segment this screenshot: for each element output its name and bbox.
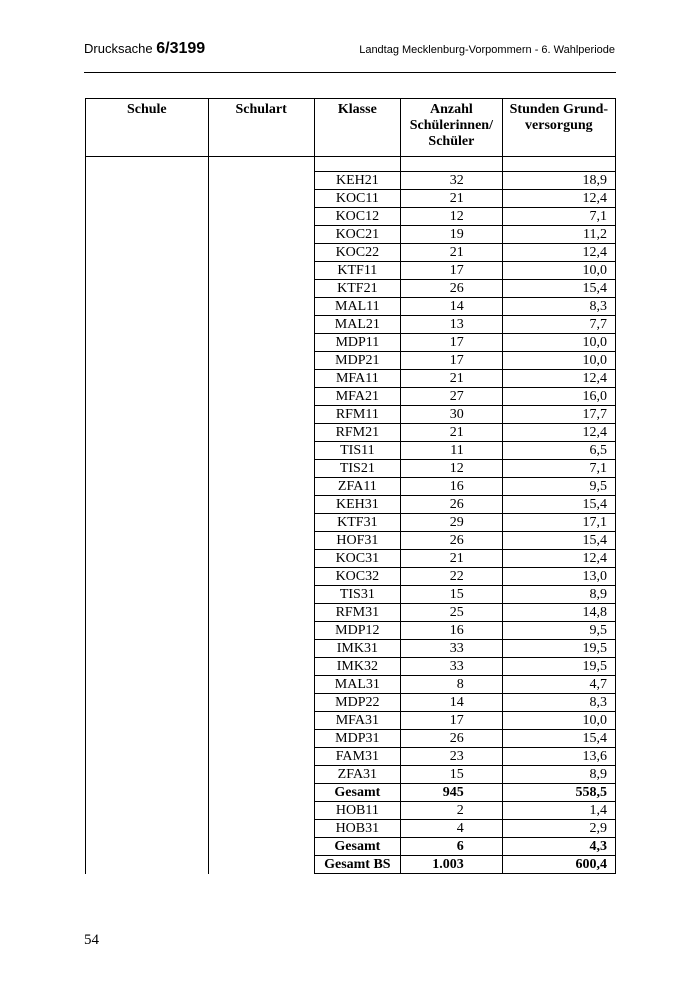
schulart-cell [208, 226, 314, 244]
anzahl-cell: 6 [401, 838, 503, 856]
anzahl-cell: 21 [401, 550, 503, 568]
schulart-cell [208, 172, 314, 190]
schulart-cell [208, 622, 314, 640]
schulart-cell [208, 370, 314, 388]
schule-cell [86, 226, 209, 244]
table-row [86, 226, 616, 244]
schule-cell [86, 766, 209, 784]
anzahl-cell: 8 [401, 676, 503, 694]
schulart-cell [208, 838, 314, 856]
anzahl-cell: 26 [401, 532, 503, 550]
table-row [86, 694, 616, 712]
schulart-cell [208, 316, 314, 334]
table-row [86, 748, 616, 766]
schule-cell [86, 784, 209, 802]
klasse-cell: Gesamt [314, 838, 400, 856]
klasse-cell: KOC21 [314, 226, 400, 244]
anzahl-cell: 23 [401, 748, 503, 766]
schulart-cell [208, 676, 314, 694]
stunden-cell: 8,9 [502, 766, 615, 784]
klasse-cell: MFA21 [314, 388, 400, 406]
stunden-cell: 4,3 [502, 838, 615, 856]
column-header-anzahl: Anzahl Schülerinnen/ Schüler [401, 99, 503, 157]
klasse-cell: MFA11 [314, 370, 400, 388]
schule-cell [86, 802, 209, 820]
klasse-cell: HOB11 [314, 802, 400, 820]
schule-cell [86, 388, 209, 406]
schule-cell [86, 694, 209, 712]
klasse-cell: Gesamt [314, 784, 400, 802]
anzahl-cell: 15 [401, 586, 503, 604]
table-row [86, 388, 616, 406]
klasse-cell: KTF11 [314, 262, 400, 280]
schule-cell [86, 334, 209, 352]
schulart-cell [208, 406, 314, 424]
table-body [86, 157, 616, 874]
table-row [86, 820, 616, 838]
anzahl-cell: 21 [401, 370, 503, 388]
table-row [86, 586, 616, 604]
anzahl-cell: 2 [401, 802, 503, 820]
table-row [86, 658, 616, 676]
table-row [86, 838, 616, 856]
schule-cell [86, 190, 209, 208]
table-row [86, 622, 616, 640]
anzahl-cell: 32 [401, 172, 503, 190]
klasse-cell: KOC32 [314, 568, 400, 586]
schule-cell [86, 640, 209, 658]
stunden-cell: 16,0 [502, 388, 615, 406]
anzahl-cell: 21 [401, 244, 503, 262]
table-row [86, 280, 616, 298]
stunden-cell: 15,4 [502, 730, 615, 748]
table-row [86, 334, 616, 352]
schulart-cell [208, 586, 314, 604]
stunden-cell: 9,5 [502, 478, 615, 496]
schule-cell [86, 856, 209, 874]
column-header-schulart: Schulart [208, 99, 314, 157]
stunden-cell: 12,4 [502, 424, 615, 442]
schulart-cell [208, 802, 314, 820]
table-row [86, 766, 616, 784]
header-divider [84, 72, 616, 73]
table-row [86, 496, 616, 514]
schule-cell [86, 514, 209, 532]
stunden-cell: 10,0 [502, 712, 615, 730]
schule-cell [86, 568, 209, 586]
stunden-cell: 600,4 [502, 856, 615, 874]
stunden-cell: 19,5 [502, 658, 615, 676]
schulart-cell [208, 298, 314, 316]
column-header-schule: Schule [86, 99, 209, 157]
stunden-cell: 12,4 [502, 190, 615, 208]
schule-cell [86, 244, 209, 262]
klasse-cell: MDP21 [314, 352, 400, 370]
table-row [86, 856, 616, 874]
table-row [86, 604, 616, 622]
klasse-cell: KOC22 [314, 244, 400, 262]
schulart-cell [208, 820, 314, 838]
schulart-cell [208, 280, 314, 298]
column-header-klasse: Klasse [314, 99, 400, 157]
schule-cell [86, 370, 209, 388]
stunden-cell: 18,9 [502, 172, 615, 190]
stunden-cell: 17,7 [502, 406, 615, 424]
anzahl-cell: 14 [401, 298, 503, 316]
stunden-cell: 13,6 [502, 748, 615, 766]
klasse-cell: RFM11 [314, 406, 400, 424]
klasse-cell: RFM31 [314, 604, 400, 622]
klasse-cell: KOC12 [314, 208, 400, 226]
stunden-cell: 10,0 [502, 334, 615, 352]
column-header-stunden: Stunden Grund-versorgung [502, 99, 615, 157]
table-row [86, 712, 616, 730]
schule-cell [86, 532, 209, 550]
stunden-cell: 14,8 [502, 604, 615, 622]
schulart-cell [208, 460, 314, 478]
stunden-cell: 1,4 [502, 802, 615, 820]
schulart-cell [208, 262, 314, 280]
table-row [86, 208, 616, 226]
table-row [86, 550, 616, 568]
schulart-cell [208, 658, 314, 676]
klasse-cell: MFA31 [314, 712, 400, 730]
schulart-cell [208, 568, 314, 586]
anzahl-cell: 19 [401, 226, 503, 244]
schulart-cell [208, 550, 314, 568]
table-row [86, 424, 616, 442]
table-row [86, 784, 616, 802]
anzahl-cell: 25 [401, 604, 503, 622]
anzahl-cell: 26 [401, 730, 503, 748]
stunden-cell: 7,7 [502, 316, 615, 334]
klasse-cell: ZFA31 [314, 766, 400, 784]
anzahl-cell: 26 [401, 280, 503, 298]
table-row [86, 406, 616, 424]
schule-cell [86, 406, 209, 424]
schulart-cell [208, 352, 314, 370]
schule-cell [86, 460, 209, 478]
schule-cell [86, 838, 209, 856]
anzahl-cell: 17 [401, 352, 503, 370]
table-row [86, 370, 616, 388]
stunden-cell: 15,4 [502, 280, 615, 298]
document-number-label: Drucksache [84, 41, 153, 56]
schulart-cell [208, 334, 314, 352]
anzahl-cell: 1.003 [401, 856, 503, 874]
schulart-cell [208, 784, 314, 802]
schulart-cell [208, 694, 314, 712]
document-number [84, 40, 205, 58]
schule-cell [86, 157, 209, 172]
schule-cell [86, 172, 209, 190]
schule-cell [86, 730, 209, 748]
schulart-cell [208, 424, 314, 442]
schule-cell [86, 280, 209, 298]
klasse-cell: MAL31 [314, 676, 400, 694]
schulart-cell [208, 190, 314, 208]
klasse-cell: TIS31 [314, 586, 400, 604]
table-row [86, 460, 616, 478]
stunden-cell: 7,1 [502, 460, 615, 478]
schulart-cell [208, 478, 314, 496]
klasse-cell: IMK31 [314, 640, 400, 658]
stunden-cell: 8,9 [502, 586, 615, 604]
anzahl-cell: 33 [401, 640, 503, 658]
table-row [86, 802, 616, 820]
anzahl-cell: 29 [401, 514, 503, 532]
anzahl-cell: 33 [401, 658, 503, 676]
table-row [86, 352, 616, 370]
anzahl-cell: 12 [401, 208, 503, 226]
table-row [86, 190, 616, 208]
schulart-cell [208, 856, 314, 874]
schule-cell [86, 496, 209, 514]
document-number-value: 6/3199 [156, 40, 206, 57]
klasse-cell: MDP31 [314, 730, 400, 748]
anzahl-cell: 22 [401, 568, 503, 586]
schulart-cell [208, 442, 314, 460]
klasse-cell: MAL21 [314, 316, 400, 334]
schulart-cell [208, 730, 314, 748]
schule-cell [86, 550, 209, 568]
klasse-cell: IMK32 [314, 658, 400, 676]
stunden-cell: 19,5 [502, 640, 615, 658]
schule-cell [86, 478, 209, 496]
table-row [86, 262, 616, 280]
stunden-cell: 4,7 [502, 676, 615, 694]
page-number: 54 [84, 932, 99, 948]
stunden-cell: 12,4 [502, 244, 615, 262]
schule-cell [86, 316, 209, 334]
stunden-cell: 558,5 [502, 784, 615, 802]
schulart-cell [208, 514, 314, 532]
schule-cell [86, 352, 209, 370]
klasse-cell: HOF31 [314, 532, 400, 550]
klasse-cell: MAL11 [314, 298, 400, 316]
klasse-cell: TIS11 [314, 442, 400, 460]
stunden-cell: 2,9 [502, 820, 615, 838]
schule-cell [86, 262, 209, 280]
anzahl-cell: 16 [401, 478, 503, 496]
table-row [86, 298, 616, 316]
klasse-cell: MDP12 [314, 622, 400, 640]
table-row [86, 640, 616, 658]
anzahl-cell: 15 [401, 766, 503, 784]
klasse-cell: KEH21 [314, 172, 400, 190]
table-row [86, 172, 616, 190]
stunden-cell: 10,0 [502, 352, 615, 370]
stunden-cell [502, 157, 615, 172]
schulart-cell [208, 766, 314, 784]
anzahl-cell: 21 [401, 424, 503, 442]
table-row [86, 244, 616, 262]
stunden-cell: 8,3 [502, 298, 615, 316]
schule-cell [86, 208, 209, 226]
anzahl-cell: 11 [401, 442, 503, 460]
table-row [86, 676, 616, 694]
anzahl-cell: 17 [401, 712, 503, 730]
klasse-cell: HOB31 [314, 820, 400, 838]
anzahl-cell: 27 [401, 388, 503, 406]
schulart-cell [208, 496, 314, 514]
stunden-cell: 17,1 [502, 514, 615, 532]
table-row [86, 478, 616, 496]
klasse-cell: RFM21 [314, 424, 400, 442]
schulart-cell [208, 208, 314, 226]
klasse-cell: KOC11 [314, 190, 400, 208]
class-hours-table [85, 98, 616, 874]
schule-cell [86, 622, 209, 640]
schule-cell [86, 298, 209, 316]
schule-cell [86, 442, 209, 460]
stunden-cell: 6,5 [502, 442, 615, 460]
klasse-cell: ZFA11 [314, 478, 400, 496]
stunden-cell: 10,0 [502, 262, 615, 280]
schule-cell [86, 586, 209, 604]
anzahl-cell: 26 [401, 496, 503, 514]
schulart-cell [208, 640, 314, 658]
table-row [86, 532, 616, 550]
klasse-cell: TIS21 [314, 460, 400, 478]
table-row [86, 442, 616, 460]
table-row [86, 730, 616, 748]
anzahl-cell: 945 [401, 784, 503, 802]
table-row [86, 568, 616, 586]
schule-cell [86, 676, 209, 694]
schule-cell [86, 604, 209, 622]
anzahl-cell: 4 [401, 820, 503, 838]
schulart-cell [208, 157, 314, 172]
schulart-cell [208, 532, 314, 550]
anzahl-cell [401, 157, 503, 172]
schulart-cell [208, 244, 314, 262]
klasse-cell: KEH31 [314, 496, 400, 514]
schule-cell [86, 658, 209, 676]
stunden-cell: 15,4 [502, 532, 615, 550]
anzahl-cell: 21 [401, 190, 503, 208]
anzahl-cell: 30 [401, 406, 503, 424]
klasse-cell: MDP11 [314, 334, 400, 352]
anzahl-cell: 12 [401, 460, 503, 478]
klasse-cell [314, 157, 400, 172]
parliament-header: Landtag Mecklenburg-Vorpommern - 6. Wahlperiode [359, 44, 615, 56]
stunden-cell: 8,3 [502, 694, 615, 712]
klasse-cell: KTF31 [314, 514, 400, 532]
stunden-cell: 12,4 [502, 370, 615, 388]
anzahl-cell: 13 [401, 316, 503, 334]
schule-cell [86, 712, 209, 730]
stunden-cell: 9,5 [502, 622, 615, 640]
schulart-cell [208, 748, 314, 766]
klasse-cell: KTF21 [314, 280, 400, 298]
anzahl-cell: 14 [401, 694, 503, 712]
klasse-cell: MDP22 [314, 694, 400, 712]
stunden-cell: 11,2 [502, 226, 615, 244]
klasse-cell: KOC31 [314, 550, 400, 568]
table-header-row [86, 99, 616, 157]
table-row [86, 514, 616, 532]
spacer-row [86, 157, 616, 172]
stunden-cell: 12,4 [502, 550, 615, 568]
anzahl-cell: 17 [401, 334, 503, 352]
table-row [86, 316, 616, 334]
schule-cell [86, 424, 209, 442]
schulart-cell [208, 388, 314, 406]
schule-cell [86, 820, 209, 838]
klasse-cell: FAM31 [314, 748, 400, 766]
stunden-cell: 15,4 [502, 496, 615, 514]
anzahl-cell: 17 [401, 262, 503, 280]
schulart-cell [208, 604, 314, 622]
stunden-cell: 7,1 [502, 208, 615, 226]
schule-cell [86, 748, 209, 766]
anzahl-cell: 16 [401, 622, 503, 640]
stunden-cell: 13,0 [502, 568, 615, 586]
schulart-cell [208, 712, 314, 730]
klasse-cell: Gesamt BS [314, 856, 400, 874]
